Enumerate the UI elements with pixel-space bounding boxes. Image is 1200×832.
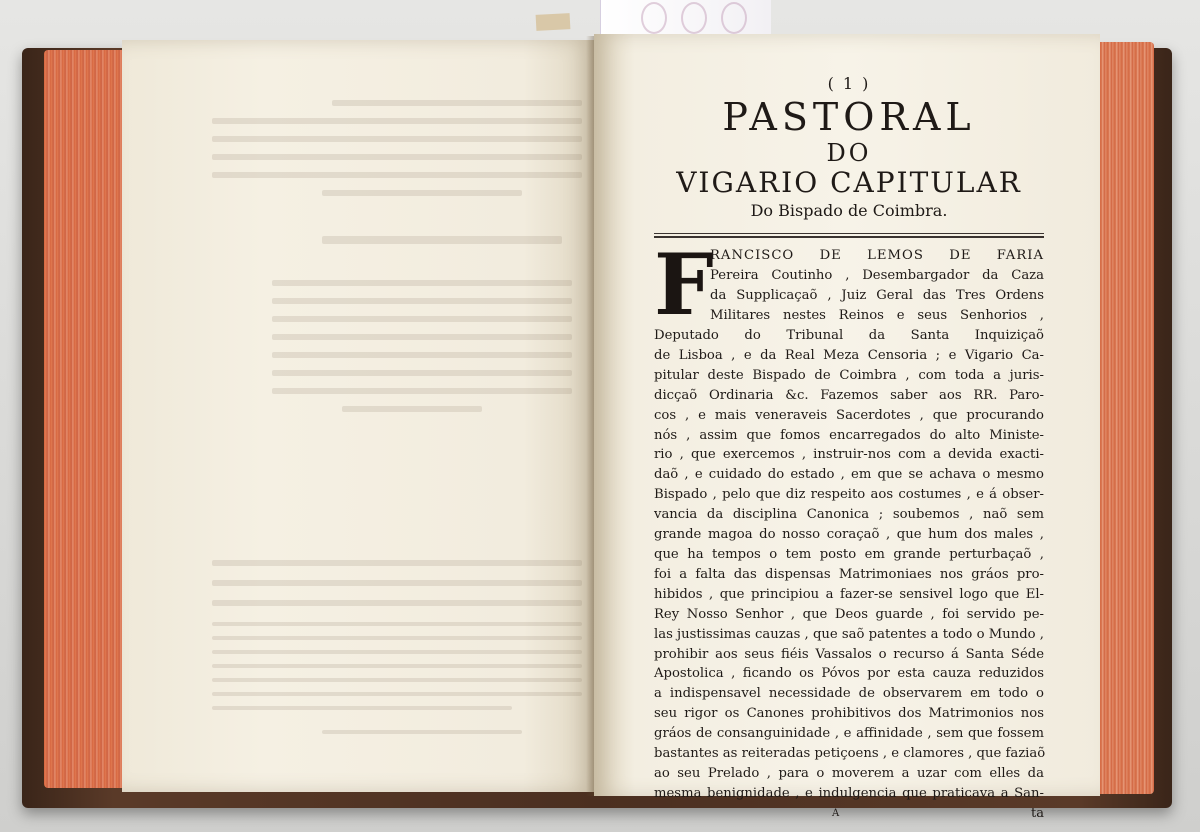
divider-thin [654,233,1044,234]
paper-slip [536,13,571,31]
body-text [654,235,1046,824]
text-line: vancia da disciplina Canonica ; soubemos , naõ sem [654,507,1044,523]
text-line: RANCISCO DE LEMOS DE FARIA [710,248,1044,263]
text-line: Pereira Coutinho , Desembargador da Caza [710,267,1044,283]
title-do: DO [826,139,872,167]
signature-mark: A [832,807,840,819]
left-page [122,40,594,792]
text-line: da Supplicaçaõ , Juiz Geral das Tres Ordens [710,287,1044,303]
text-line: nós , assim que fomos encarregados do alto Ministe- [654,427,1044,443]
text-line: gráos de consanguinidade , e affinidade , sem que fossem [654,726,1044,742]
text-line: Apostolica , ficando os Póvos por esta cauza reduzidos [654,666,1044,682]
text-line: las justissimas cauzas , que saõ patentes a todo o Mundo , [654,626,1044,642]
text-line: grande magoa do nosso coraçaõ , que hum dos males , [654,527,1044,543]
text-line: seu rigor os Canones prohibitivos dos Matrimonios nos [654,706,1044,722]
catchword: ta [1031,805,1044,821]
page-edge-left [44,50,130,788]
title-vigario: VIGARIO CAPITULAR [676,166,1022,199]
text-line: foi a falta das dispensas Matrimoniaes nos gráos pro- [654,566,1044,582]
text-line: prohibir aos seus fiéis Vassalos o recurso á Santa Séde [654,646,1044,662]
text-line: cos , e mais veneraveis Sacerdotes , que procurando [654,407,1044,423]
page-content [654,74,1044,824]
text-line: a indispensavel necessidade de observarem em todo o [654,686,1044,702]
text-line: pitular deste Bispado de Coimbra , com toda a juris- [654,367,1044,383]
right-page [594,34,1100,821]
text-line: bastantes as reiteradas petiçoens , e clamores , que faziaõ [654,746,1046,762]
text-line: Rey Nosso Senhor , que Deos guarde , foi servido pe- [654,606,1044,622]
text-line: Deputado do Tribunal da Santa Inquiziçaõ [654,328,1044,343]
page-number: ( 1 ) [827,74,871,93]
text-line: daõ , e cuidado do estado , em que se achava o mesmo [654,467,1044,483]
text-line: ao seu Prelado , para o moverem a uzar com elles da [654,765,1044,781]
text-line: dicçaõ Ordinaria &c. Fazemos saber aos RR. Paro- [654,387,1044,403]
catchword-row [654,804,1044,824]
text-line: Militares nestes Reinos e seus Senhorios , [710,307,1044,323]
text-line: de Lisboa , e da Real Meza Censoria ; e Vigario Ca- [654,347,1044,363]
text-line: Bispado , pelo que diz respeito aos costumes , e á obser- [654,487,1044,503]
text-line: mesma benignidade , e indulgencia que praticava a San- [654,785,1044,801]
text-line: hibidos , que principiou a fazer-se sensivel logo que El- [654,586,1044,602]
text-line: rio , que exercemos , instruir-nos com a devida exacti- [654,447,1044,463]
text-line: que ha tempos o tem posto em grande perturbaçaõ , [654,546,1044,562]
drop-cap: F [654,235,714,334]
page-title: PASTORAL [722,95,976,139]
subtitle: Do Bispado de Coimbra. [750,201,948,220]
page-edge-right [1092,42,1154,794]
